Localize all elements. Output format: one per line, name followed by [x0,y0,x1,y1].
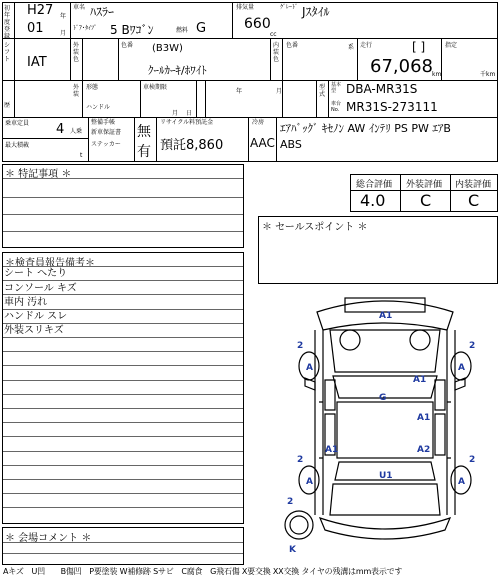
model-code: DBA-MR31S [346,82,418,96]
first-reg-label: 初年度登録 [4,5,11,40]
grade: Jｽﾀｲﾙ [302,5,330,19]
equipment: ｴｱﾊﾞｯｸﾞ ｷｾﾉﾝ AW ｲﾝﾃﾘ PS PW ｴｱB [280,122,451,135]
recycle-value: 預託8,860 [160,138,224,153]
tire-rr-depth: 2 [469,455,476,465]
inspector-line: コンソール キズ [4,283,77,294]
damage-g-roof: G [379,393,387,403]
sticker-value: 有 [137,144,151,160]
max-load-label: 最大積載 [5,142,30,149]
shift: IAT [27,55,47,70]
era-year: H27 [27,3,54,18]
inspection-label: 車検期限 [143,84,168,91]
interior-score-label: 内装評価 [455,180,492,190]
handle-label: ハンドル [86,104,111,111]
damage-a1-left-rear: A1 [325,445,339,455]
ruled-line [3,337,243,338]
door-type: 5 Bﾜｺﾞﾝ [110,23,154,37]
damage-k-spare: K [289,545,296,555]
damage-a1-front: A1 [379,311,393,321]
capacity: 4 [56,122,65,137]
inspector-line: ハンドル スレ [4,311,68,322]
ruled-line [3,465,243,466]
ruled-line [3,394,243,395]
total-score: 4.0 [360,191,386,210]
fuel-type: G [196,21,207,36]
tire-fl-mark: A [306,363,313,373]
venue-comment-title: ＊ 会場コメント ＊ [5,533,92,544]
chassis-number: MR31S-273111 [346,100,438,114]
sales-point-title: ＊ セールスポイント ＊ [262,222,368,233]
ruled-line [3,309,243,310]
car-damage-diagram [275,290,495,555]
inspector-line: シート へたり [4,268,68,279]
spare-tire-depth: 2 [287,497,294,507]
ruled-line [3,266,243,267]
damage-a1-right-front: A1 [413,375,427,385]
tire-fr-mark: A [458,363,465,373]
equipment-line2: ABS [280,138,302,151]
car-name-label: 車名 [73,4,86,11]
interior-color-label: 内装色 [273,42,280,63]
inspector-line: 外装スリキズ [4,325,64,336]
ruled-line [3,351,243,352]
tire-fr-depth: 2 [469,341,476,351]
damage-a1-right-door: A1 [417,413,431,423]
mileage-label: 走行 [360,42,373,49]
ruled-line [3,493,243,494]
displacement-label: 排気量 [236,4,255,11]
tire-rl-depth: 2 [297,455,304,465]
car-name: ﾊｽﾗｰ [90,5,115,19]
door-type-label: ﾄﾞｱ･ﾀｲﾌﾟ [73,25,98,32]
damage-u1-rear: U1 [379,471,393,481]
exterior-score-label: 外装評価 [406,180,443,190]
note-label: 指定 [445,42,458,49]
interior-score: C [468,191,480,210]
mileage: 67,068 [370,56,433,77]
ruled-line [3,507,243,508]
tire-rl-mark: A [306,477,313,487]
inspector-line: 車内 汚れ [4,297,48,308]
displacement: 660 [244,16,271,32]
ruled-line [3,479,243,480]
model-label: 形態 [86,84,99,91]
color-code: (B3W) [152,43,183,54]
ruled-line [3,380,243,381]
maint-book-value: 無 [137,124,151,140]
ruled-line [3,280,243,281]
color-name: ｸｰﾙｶｰｷ/ﾎﾜｲﾄ [148,64,207,77]
ruled-line [3,365,243,366]
total-score-label: 総合評価 [356,180,393,190]
recycle-label: リサイクル料預託金 [160,119,214,126]
aircon: AAC [250,136,275,150]
damage-legend: Aキズ U凹 B傷凹 P要塗装 W補修跡 Sサビ C腐食 G飛石傷 X要交換 XX交換 タイヤの残溝はmm表示です [3,567,403,576]
ruled-line [3,436,243,437]
inspector-notes-title: ＊検査員報告備考＊ [5,258,95,269]
tire-rr-mark: A [458,477,465,487]
damage-a2-right-rear: A2 [417,445,431,455]
ruled-line [3,408,243,409]
reg-month: 01 [27,21,44,36]
tire-fl-depth: 2 [297,341,304,351]
exterior-score: C [420,191,432,210]
capacity-label: 乗車定員 [5,120,30,127]
ruled-line [3,451,243,452]
shift-label: シフト [4,42,11,63]
exterior-color-label: 外装色 [73,42,80,63]
special-notes-title: ＊ 特記事項 ＊ [5,169,72,180]
grade-label: ｸﾞﾚｰﾄﾞ [280,4,299,11]
ruled-line [3,323,243,324]
ruled-line [3,422,243,423]
